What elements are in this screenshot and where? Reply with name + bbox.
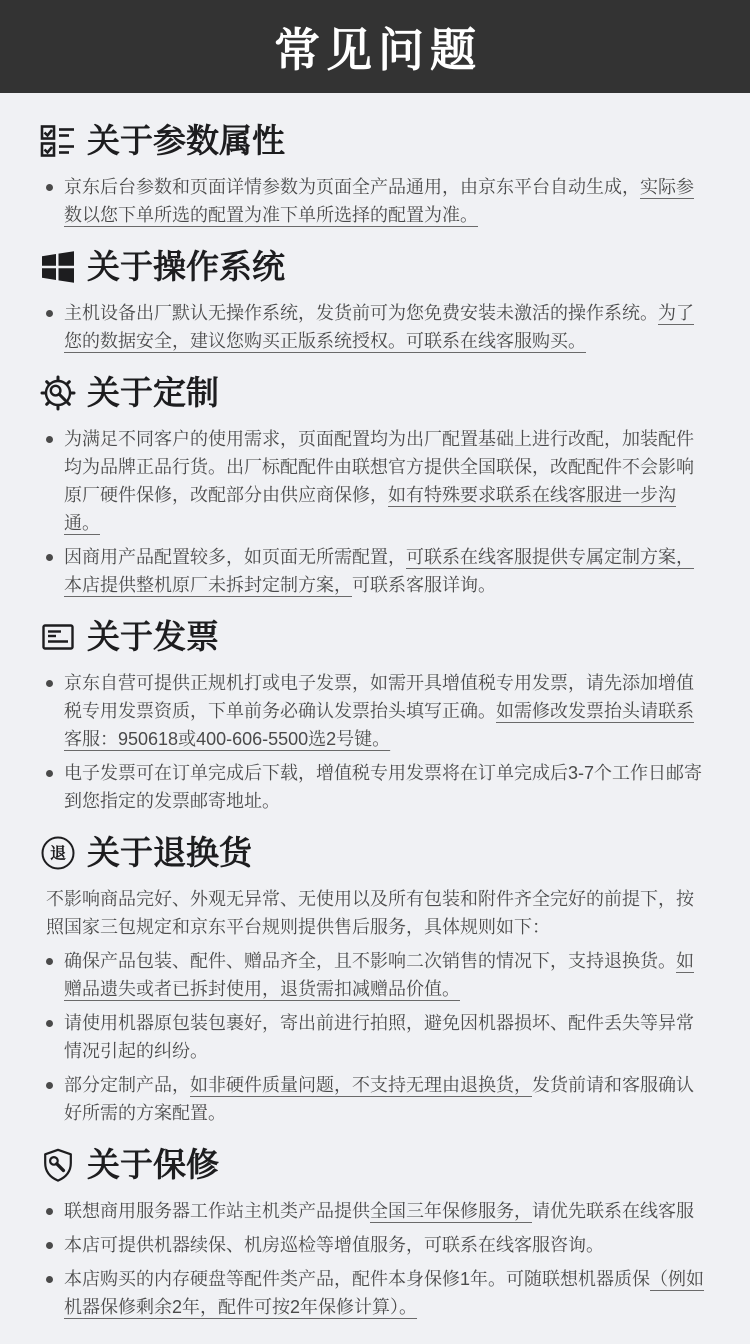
plain-text: 部分定制产品， — [64, 1075, 190, 1095]
bullet-list — [40, 173, 710, 229]
section-title: 关于发票 — [87, 618, 219, 655]
section-title: 关于退换货 — [87, 834, 252, 871]
plain-text: 主机设备出厂默认无操作系统，发货前可为您免费安装未激活的操作系统。 — [64, 303, 658, 323]
underlined-text: 可联系在线客服提供专属定制方案，本店提供整机原厂未拆封定制方案， — [64, 547, 694, 595]
bullet-list — [40, 669, 710, 815]
plain-text: 为满足不同客户的使用需求，页面配置均为出厂配置基础上进行改配，加装配件均为品牌正品行货。出厂标配配件由联想官方提供全国联保，改配配件不会影响原厂硬件保修，改配部分由供应商保修， — [64, 429, 694, 505]
section-heading — [40, 835, 710, 871]
plain-text: 电子发票可在订单完成后下载，增值税专用发票将在订单完成后3-7个工作日邮寄到您指定的发票邮寄地址。 — [64, 763, 703, 811]
plain-text: 京东后台参数和页面详情参数为页面全产品通用，由京东平台自动生成， — [64, 177, 640, 197]
plain-text: 因商用产品配置较多，如页面无所需配置， — [64, 547, 406, 567]
section-heading — [40, 1147, 710, 1183]
faq-bullet — [40, 425, 710, 537]
plain-text: 本店购买的内存硬盘等配件类产品，配件本身保修1年。可随联想机器质保 — [64, 1269, 651, 1289]
underlined-text: 如赠品遗失或者已拆封使用，退货需扣减赠品价值。 — [64, 951, 694, 999]
shield-wrench-icon — [40, 1147, 76, 1183]
faq-bullet — [40, 1231, 710, 1259]
plain-text: 联想商用服务器工作站主机类产品提供 — [64, 1201, 370, 1221]
invoice-icon — [40, 619, 76, 655]
faq-section-params — [40, 123, 710, 229]
faq-bullet — [40, 1071, 710, 1127]
faq-section-custom — [40, 375, 710, 599]
plain-text: 请优先联系在线客服 — [532, 1201, 694, 1221]
plain-text: 发货前请和客服确认好所需的方案配置。 — [64, 1075, 694, 1123]
section-title: 关于保修 — [87, 1146, 219, 1183]
underlined-text: 实际参数以您下单所选的配置为准下单所选择的配置为准。 — [64, 177, 694, 225]
section-heading — [40, 375, 710, 411]
section-title: 关于参数属性 — [87, 122, 285, 159]
page-header — [0, 0, 750, 93]
gear-customize-icon — [40, 375, 76, 411]
plain-text: 本店可提供机器续保、机房巡检等增值服务，可联系在线客服咨询。 — [64, 1235, 604, 1255]
faq-section-invoice — [40, 619, 710, 815]
windows-icon — [40, 249, 76, 285]
underlined-text: （例如机器保修剩余2年，配件可按2年保修计算）。 — [64, 1269, 705, 1317]
faq-bullet — [40, 1197, 710, 1225]
underlined-text: 为了您的数据安全，建议您购买正版系统授权。可联系在线客服购买。 — [64, 303, 694, 351]
plain-text: 请使用机器原包装包裹好，寄出前进行拍照，避免因机器损坏、配件丢失等异常情况引起的纠纷。 — [64, 1013, 694, 1061]
underlined-text: 如有特殊要求联系在线客服进一步沟通。 — [64, 485, 676, 533]
underlined-text: 全国三年保修服务， — [370, 1201, 532, 1221]
faq-bullet — [40, 1009, 710, 1065]
underlined-text: 如需修改发票抬头请联系客服：950618或400-606-5500选2号键。 — [64, 701, 694, 749]
faq-bullet — [40, 669, 710, 753]
faq-bullet — [40, 1265, 710, 1321]
section-title: 关于定制 — [87, 374, 219, 411]
faq-content — [0, 123, 750, 1321]
faq-bullet — [40, 759, 710, 815]
plain-text: 确保产品包装、配件、赠品齐全，且不影响二次销售的情况下，支持退换货。 — [64, 951, 676, 971]
section-title: 关于操作系统 — [87, 248, 285, 285]
faq-bullet — [40, 299, 710, 355]
return-icon — [40, 835, 76, 871]
svg-text:退: 退 — [49, 845, 67, 863]
bullet-list — [40, 947, 710, 1127]
page-title: 常见问题 — [274, 23, 482, 76]
plain-text: 可联系客服详询。 — [352, 575, 496, 595]
plain-text: 京东自营可提供正规机打或电子发票，如需开具增值税专用发票，请先添加增值税专用发票资质，下单前务必确认发票抬头填写正确。 — [64, 673, 694, 721]
faq-bullet — [40, 173, 710, 229]
faq-section-returns — [40, 835, 710, 1127]
bullet-list — [40, 299, 710, 355]
checklist-icon — [40, 123, 76, 159]
faq-section-os — [40, 249, 710, 355]
section-heading — [40, 123, 710, 159]
underlined-text: 如非硬件质量问题，不支持无理由退换货， — [190, 1075, 532, 1095]
faq-bullet — [40, 947, 710, 1003]
faq-section-warranty — [40, 1147, 710, 1321]
bullet-list — [40, 425, 710, 599]
section-intro: 不影响商品完好、外观无异常、无使用以及所有包装和附件齐全完好的前提下，按照国家三包规定和京东平台规则提供售后服务，具体规则如下： — [46, 889, 694, 937]
bullet-list — [40, 1197, 710, 1321]
section-heading — [40, 619, 710, 655]
faq-bullet — [40, 543, 710, 599]
section-heading — [40, 249, 710, 285]
